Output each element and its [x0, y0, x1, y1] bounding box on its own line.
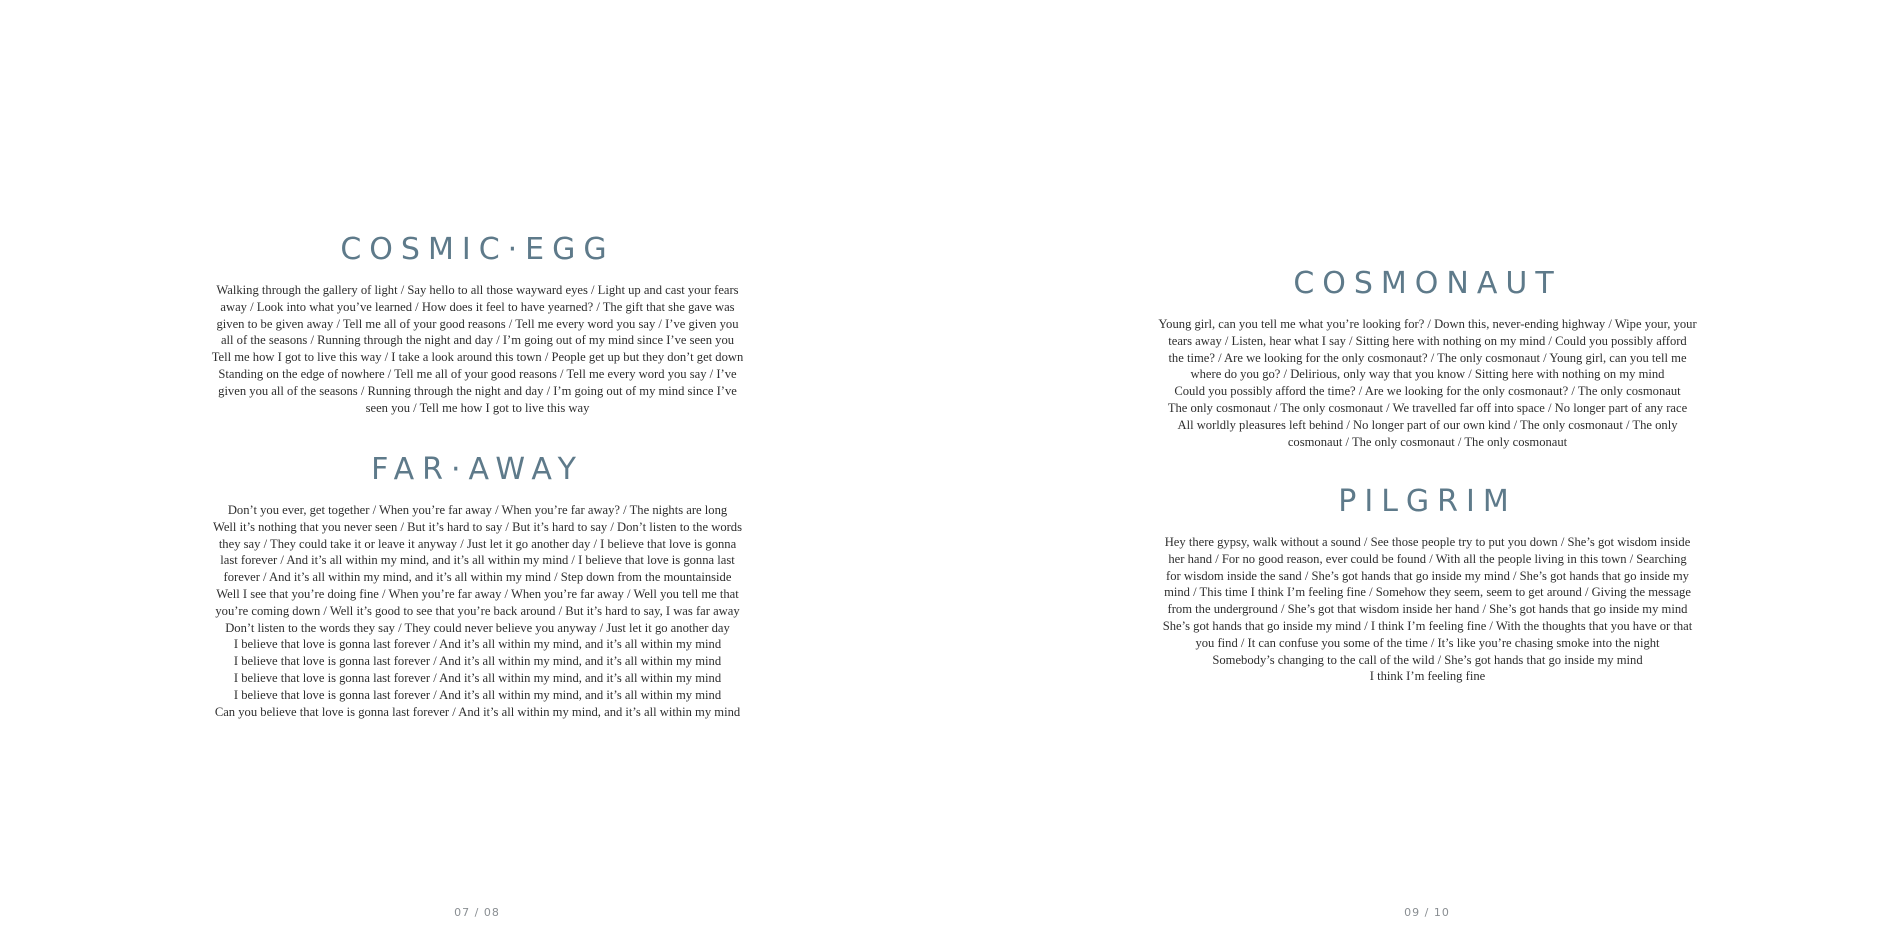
lyric-line: Young girl, can you tell me what you’re looking for? / Down this, never-ending highway / Wipe your, your [1158, 317, 1697, 331]
lyric-line: I think I’m feeling fine [1369, 669, 1486, 684]
lyric-line: I believe that love is gonna last forever / And it’s all within my mind, and it’s all within my mind [233, 637, 722, 652]
lyric-line: She’s got hands that go inside my mind / I think I’m feeling fine / With the thoughts that you have or that [1162, 618, 1693, 633]
lyric-line: her hand / For no good reason, ever could be found / With all the people living in this town / Searching [1168, 551, 1687, 566]
lyric-line: Could you possibly afford the time? / Are we looking for the only cosmonaut? / The only cosmonaut [1174, 384, 1681, 399]
lyric-line: The only cosmonaut / The only cosmonaut / We travelled far off into space / No longer part of any race [1167, 400, 1688, 415]
lyric-line: All worldly pleasures left behind / No longer part of our own kind / The only cosmonaut / The only [1177, 417, 1678, 432]
lyric-line: seen you / Tell me how I got to live this way [365, 400, 590, 415]
lyric-line: Don’t you ever, get together / When you’re far away / When you’re far away? / The nights are long [227, 503, 728, 517]
lyric-line: given to be given away / Tell me all of your good reasons / Tell me every word you say / I’ve given you [216, 316, 739, 331]
lyric-line: they say / They could take it or leave it anyway / Just let it go another day / I believe that love is gonna [218, 536, 737, 551]
lyric-line: all of the seasons / Running through the night and day / I’m going out of my mind since I’ve seen you [220, 333, 735, 348]
lyric-line: I believe that love is gonna last forever / And it’s all within my mind, and it’s all within my mind [233, 654, 722, 669]
lyric-line: Walking through the gallery of light / Say hello to all those wayward eyes / Light up and cast your fears [216, 283, 739, 297]
lyric-line: I believe that love is gonna last forever / And it’s all within my mind, and it’s all within my mind [233, 687, 722, 702]
lyric-line: Somebody’s changing to the call of the wild / She’s got hands that go inside my mind [1212, 652, 1643, 667]
song-title: COSMIC·EGG [340, 232, 615, 267]
song-lyrics [1125, 316, 1730, 450]
song-far-away [175, 452, 780, 720]
lyric-line: last forever / And it’s all within my mind, and it’s all within my mind / I believe that love is gonna last [220, 553, 735, 568]
lyric-line: mind / This time I think I’m feeling fine / Somehow they seem, seem to get around / Giving the message [1164, 585, 1691, 600]
lyric-line: for wisdom inside the sand / She’s got hands that go inside my mind / She’s got hands that go inside my [1166, 568, 1689, 583]
lyric-line: tears away / Listen, hear what I say / Sitting here with nothing on my mind / Could you possibly afford [1168, 333, 1687, 348]
lyric-line: Can you believe that love is gonna last forever / And it’s all within my mind, and it’s all within my mind [214, 704, 741, 719]
lyric-line: I believe that love is gonna last forever / And it’s all within my mind, and it’s all within my mind [233, 670, 722, 685]
lyric-line: you’re coming down / Well it’s good to see that you’re back around / But it’s hard to say, I was far away [215, 603, 740, 618]
song-lyrics [175, 502, 780, 720]
lyric-line: from the underground / She’s got that wisdom inside her hand / She’s got hands that go inside my mind [1167, 602, 1688, 617]
song-title: FAR·AWAY [371, 452, 584, 487]
lyric-line: away / Look into what you’ve learned / How does it feel to have yearned? / The gift that she gave was [220, 299, 735, 314]
song-lyrics [175, 282, 780, 416]
song-cosmonaut [1125, 266, 1730, 450]
lyric-line: Well it’s nothing that you never seen / But it’s hard to say / But it’s hard to say / Don’t listen to the words [212, 519, 743, 534]
lyric-line: Tell me how I got to live this way / I take a look around this town / People get up but they don’t get down [211, 350, 744, 365]
page-number: 09 / 10 [1404, 906, 1450, 919]
lyric-line: Standing on the edge of nowhere / Tell me all of your good reasons / Tell me every word you say / I’ve [218, 366, 737, 381]
lyric-line: given you all of the seasons / Running through the night and day / I’m going out of my mind since I’ve [218, 383, 737, 398]
lyric-line: the time? / Are we looking for the only cosmonaut? / The only cosmonaut / Young girl, can you tell me [1168, 350, 1687, 365]
right-page [950, 0, 1899, 943]
page-number: 07 / 08 [454, 906, 500, 919]
lyric-line: Hey there gypsy, walk without a sound / See those people try to put you down / She’s got wisdom inside [1164, 535, 1691, 549]
song-cosmic-egg [175, 232, 780, 416]
lyric-line: cosmonaut / The only cosmonaut / The only cosmonaut [1287, 434, 1568, 449]
lyric-line: Don’t listen to the words they say / They could never believe you anyway / Just let it go another day [225, 620, 730, 635]
song-pilgrim [1125, 484, 1730, 685]
song-title: COSMONAUT [1293, 266, 1562, 301]
lyric-line: you find / It can confuse you some of the time / It’s like you’re chasing smoke into the night [1195, 635, 1660, 650]
lyric-line: where do you go? / Delirious, only way that you know / Sitting here with nothing on my mind [1190, 367, 1665, 382]
song-title: PILGRIM [1338, 484, 1517, 519]
lyric-line: Well I see that you’re doing fine / When you’re far away / When you’re far away / Well you tell me that [216, 586, 739, 601]
lyric-line: forever / And it’s all within my mind, and it’s all within my mind / Step down from the mountainside [223, 570, 732, 585]
left-page [0, 0, 949, 943]
song-lyrics [1125, 534, 1730, 685]
